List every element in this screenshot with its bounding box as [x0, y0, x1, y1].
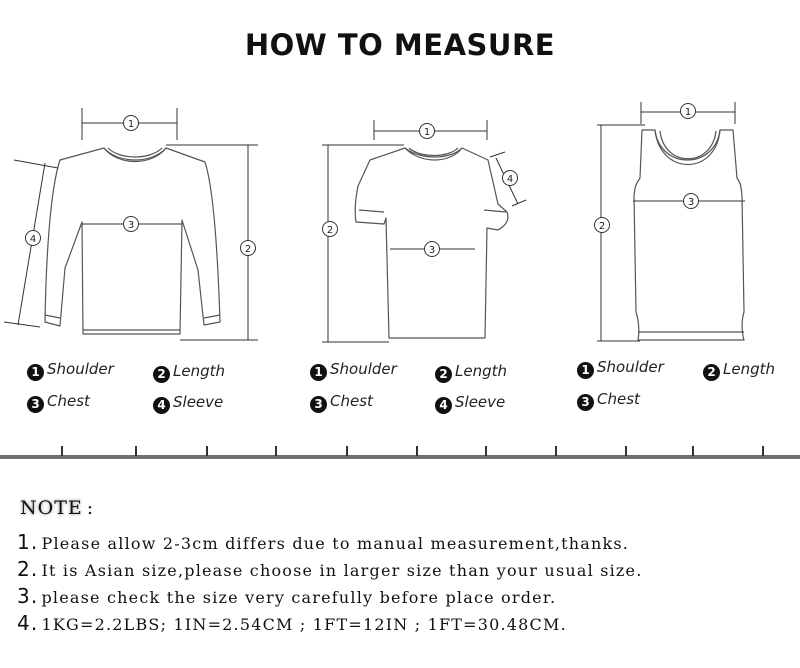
- ruler-tick: [416, 446, 418, 456]
- ruler-tick: [692, 446, 694, 456]
- svg-text:2: 2: [244, 244, 252, 255]
- note-line-2: 2. It is Asian size,please choose in larger size than your usual size.: [17, 557, 643, 581]
- legend-tank-shoulder: 1 Shoulder: [577, 358, 664, 379]
- marker-4-longsleeve: [26, 231, 41, 246]
- legend-longsleeve-shoulder: 1 Shoulder: [27, 360, 114, 381]
- note-line-3: 3. please check the size very carefully before place order.: [17, 584, 557, 608]
- ruler-tick: [275, 446, 277, 456]
- legend-longsleeve-length: 2 Length: [153, 362, 225, 383]
- ruler-tick: [555, 446, 557, 456]
- long-sleeve-shirt-drawing: [45, 148, 220, 334]
- note-heading: NOTE :: [20, 497, 95, 519]
- legend-tshirt-length: 2 Length: [435, 362, 507, 383]
- note-line-1: 1. Please allow 2-3cm differs due to manual measurement,thanks.: [17, 530, 630, 554]
- marker-4-tshirt: [503, 171, 518, 186]
- marker-1-longsleeve: [124, 116, 139, 131]
- svg-text:1: 1: [127, 119, 135, 130]
- marker-3-longsleeve: [124, 217, 139, 232]
- ruler-tick: [625, 446, 627, 456]
- note-line-4: 4. 1KG=2.2LBS; 1IN=2.54CM ; 1FT=12IN ; 1FT=30.48CM.: [17, 611, 567, 635]
- ruler-tick: [206, 446, 208, 456]
- legend-longsleeve-sleeve: 4 Sleeve: [153, 393, 223, 414]
- legend-tank-length: 2 Length: [703, 360, 775, 381]
- ruler-tick: [135, 446, 137, 456]
- legend-longsleeve-chest: 3 Chest: [27, 392, 90, 413]
- ruler-tick: [61, 446, 63, 456]
- marker-1-tshirt: [420, 124, 435, 139]
- svg-text:1: 1: [684, 107, 692, 118]
- ruler-tick: [346, 446, 348, 456]
- marker-3-tshirt: [425, 242, 440, 257]
- marker-2-tshirt: [323, 222, 338, 237]
- legend-tshirt-sleeve: 4 Sleeve: [435, 393, 505, 414]
- svg-text:3: 3: [127, 220, 135, 231]
- page-title: HOW TO MEASURE: [244, 28, 556, 62]
- legend-tshirt-shoulder: 1 Shoulder: [310, 360, 397, 381]
- ruler-divider: [0, 455, 800, 459]
- svg-text:3: 3: [687, 197, 695, 208]
- marker-2-tank: [595, 218, 610, 233]
- svg-text:2: 2: [326, 225, 334, 236]
- legend-tshirt-chest: 3 Chest: [310, 392, 373, 413]
- marker-2-longsleeve: [241, 241, 256, 256]
- svg-text:3: 3: [428, 245, 436, 256]
- tank-top-drawing: [634, 130, 744, 340]
- svg-text:1: 1: [423, 127, 431, 138]
- ruler-tick: [485, 446, 487, 456]
- svg-text:2: 2: [598, 221, 606, 232]
- legend-tank-chest: 3 Chest: [577, 390, 640, 411]
- marker-1-tank: [681, 104, 696, 119]
- ruler-tick: [762, 446, 764, 456]
- marker-3-tank: [684, 194, 699, 209]
- svg-text:4: 4: [506, 174, 514, 185]
- svg-text:4: 4: [29, 234, 37, 245]
